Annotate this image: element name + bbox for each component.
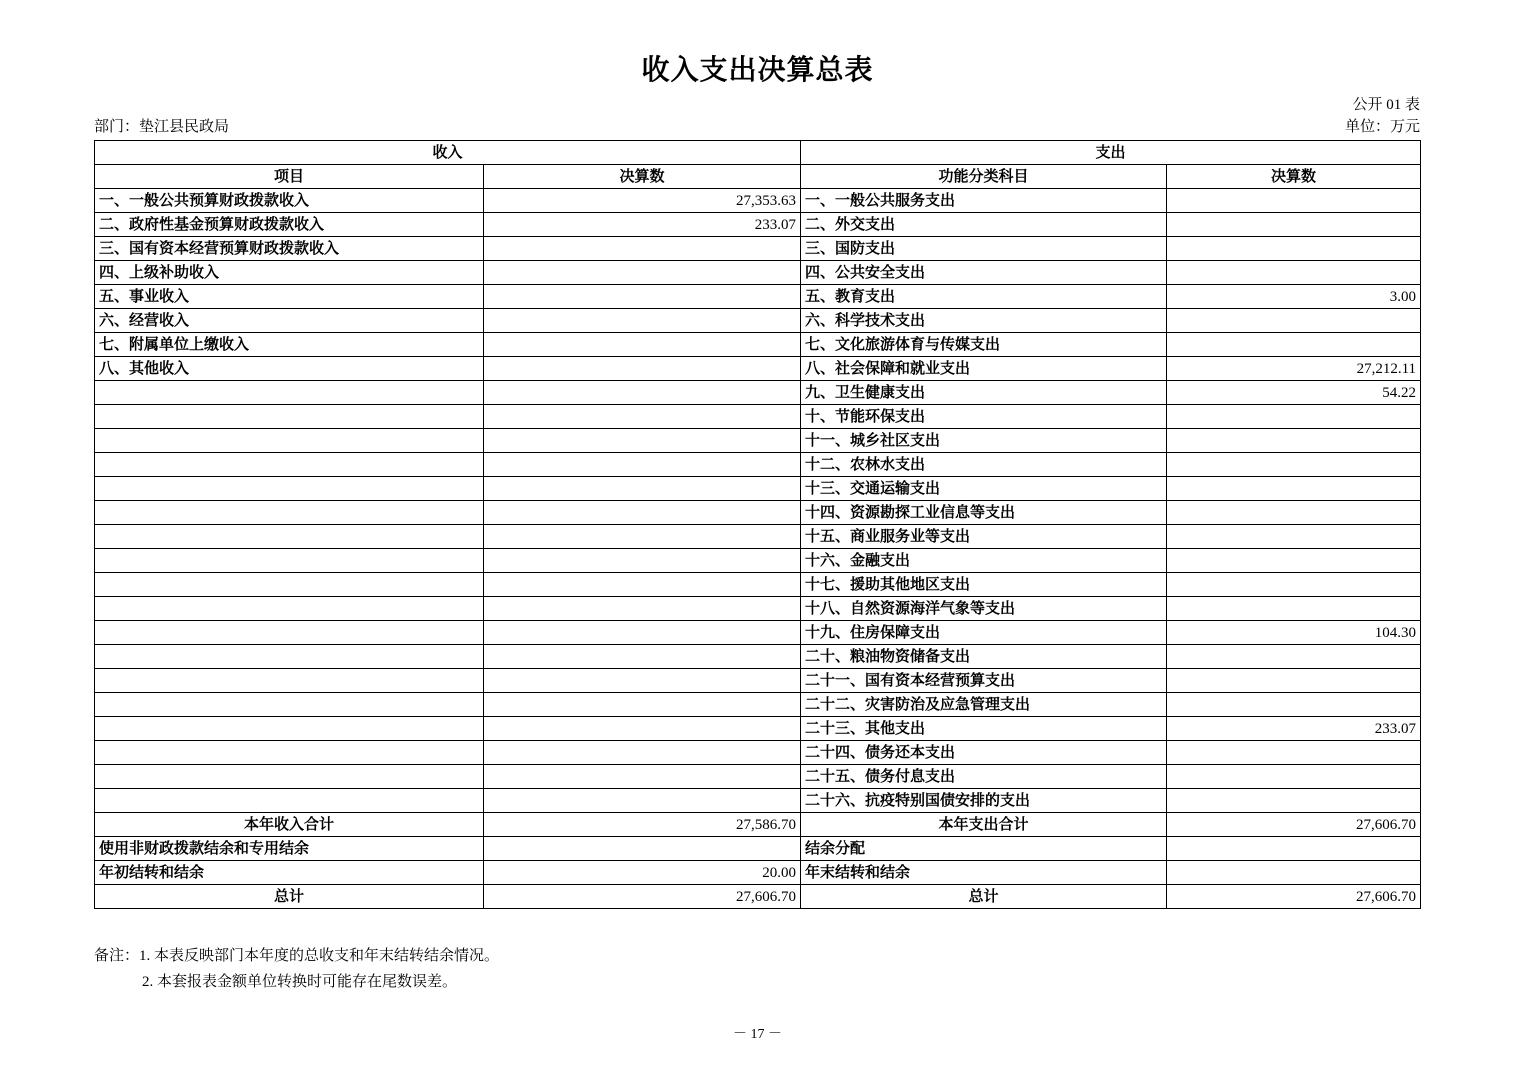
table-row: [95, 237, 1421, 261]
expenditure-item-cell: 十五、商业服务业等支出: [801, 525, 1167, 549]
expenditure-item-cell: 七、文化旅游体育与传媒支出: [801, 333, 1167, 357]
table-row: [95, 693, 1421, 717]
revenue-amount-cell: [484, 597, 801, 621]
revenue-item-cell: 二、政府性基金预算财政拨款收入: [95, 213, 484, 237]
section-header-row: [95, 141, 1421, 165]
table-row: [95, 765, 1421, 789]
expenditure-amount-cell: [1167, 477, 1421, 501]
revenue-amount-cell: [484, 645, 801, 669]
expenditure-amount-cell: 3.00: [1167, 285, 1421, 309]
expenditure-amount-cell: [1167, 645, 1421, 669]
summary-table: [94, 140, 1421, 909]
expenditure-amount-cell: [1167, 237, 1421, 261]
expenditure-item-cell: 十九、住房保障支出: [801, 621, 1167, 645]
expenditure-item-cell: 六、科学技术支出: [801, 309, 1167, 333]
table-row: [95, 597, 1421, 621]
table-row: [95, 645, 1421, 669]
revenue-item-cell: [95, 717, 484, 741]
revenue-item-cell: [95, 429, 484, 453]
revenue-item-cell: [95, 453, 484, 477]
table-row: [95, 429, 1421, 453]
table-row: [95, 477, 1421, 501]
table-row: [95, 357, 1421, 381]
table-row: [95, 717, 1421, 741]
summary-revenue-amount-cell: [484, 837, 801, 861]
table-row: [95, 261, 1421, 285]
expenditure-amount-cell: [1167, 501, 1421, 525]
expenditure-item-cell: 八、社会保障和就业支出: [801, 357, 1167, 381]
unit-label: 单位：万元: [1344, 119, 1420, 135]
revenue-amount-cell: [484, 333, 801, 357]
table-row: [95, 621, 1421, 645]
notes: [94, 943, 1515, 995]
revenue-amount-cell: 233.07: [484, 213, 801, 237]
table-body: [95, 189, 1421, 909]
table-row: [95, 501, 1421, 525]
expenditure-amount-cell: [1167, 405, 1421, 429]
revenue-amount-cell: [484, 285, 801, 309]
summary-expenditure-amount-cell: 27,606.70: [1167, 885, 1421, 909]
expenditure-item-cell: 二、外交支出: [801, 213, 1167, 237]
revenue-amount-cell: [484, 789, 801, 813]
revenue-amount-cell: [484, 381, 801, 405]
expenditure-amount-cell: 104.30: [1167, 621, 1421, 645]
revenue-amount-cell: [484, 549, 801, 573]
revenue-item-cell: [95, 477, 484, 501]
revenue-amount-cell: [484, 453, 801, 477]
table-row: [95, 309, 1421, 333]
table-code: 公开 01 表: [1352, 97, 1420, 113]
summary-expenditure-label-cell: 总计: [801, 885, 1167, 909]
expenditure-amount-cell: 54.22: [1167, 381, 1421, 405]
expenditure-item-cell: 二十一、国有资本经营预算支出: [801, 669, 1167, 693]
revenue-item-cell: 七、附属单位上缴收入: [95, 333, 484, 357]
expenditure-amount-cell: [1167, 669, 1421, 693]
revenue-item-cell: [95, 621, 484, 645]
expenditure-amount-cell: [1167, 573, 1421, 597]
expenditure-amount-cell: [1167, 189, 1421, 213]
table-row: [95, 405, 1421, 429]
table-row: [95, 189, 1421, 213]
summary-row: [95, 861, 1421, 885]
expenditure-item-cell: 五、教育支出: [801, 285, 1167, 309]
revenue-amount-cell: [484, 237, 801, 261]
revenue-item-cell: 六、经营收入: [95, 309, 484, 333]
summary-revenue-amount-cell: 27,606.70: [484, 885, 801, 909]
revenue-item-cell: 八、其他收入: [95, 357, 484, 381]
expenditure-amount-cell: 27,212.11: [1167, 357, 1421, 381]
revenue-amount-cell: [484, 477, 801, 501]
summary-row: [95, 837, 1421, 861]
table-row: [95, 669, 1421, 693]
expenditure-amount-cell: [1167, 741, 1421, 765]
expenditure-item-cell: 二十、粮油物资储备支出: [801, 645, 1167, 669]
revenue-item-cell: [95, 741, 484, 765]
revenue-item-cell: [95, 669, 484, 693]
summary-revenue-label-cell: 总计: [95, 885, 484, 909]
expenditure-item-cell: 十三、交通运输支出: [801, 477, 1167, 501]
column-header-row: [95, 165, 1421, 189]
expenditure-amount-cell: 233.07: [1167, 717, 1421, 741]
table-row: [95, 213, 1421, 237]
department-label: 部门：垫江县民政局: [94, 119, 230, 135]
summary-expenditure-amount-cell: 27,606.70: [1167, 813, 1421, 837]
revenue-amount-cell: [484, 621, 801, 645]
expenditure-amount-cell: [1167, 549, 1421, 573]
revenue-amount-cell: [484, 525, 801, 549]
revenue-amount-cell: 27,353.63: [484, 189, 801, 213]
revenue-amount-cell: [484, 669, 801, 693]
revenue-amount-cell: [484, 717, 801, 741]
revenue-item-cell: 三、国有资本经营预算财政拨款收入: [95, 237, 484, 261]
revenue-amount-column-header: 决算数: [484, 165, 801, 189]
expenditure-item-cell: 十六、金融支出: [801, 549, 1167, 573]
revenue-item-cell: [95, 405, 484, 429]
table-row: [95, 453, 1421, 477]
revenue-amount-cell: [484, 765, 801, 789]
table-row: [95, 333, 1421, 357]
summary-revenue-amount-cell: 27,586.70: [484, 813, 801, 837]
expenditure-amount-cell: [1167, 309, 1421, 333]
summary-expenditure-amount-cell: [1167, 837, 1421, 861]
summary-expenditure-label-cell: 本年支出合计: [801, 813, 1167, 837]
revenue-amount-cell: [484, 693, 801, 717]
revenue-amount-cell: [484, 261, 801, 285]
expenditure-item-cell: 二十二、灾害防治及应急管理支出: [801, 693, 1167, 717]
expenditure-amount-cell: [1167, 789, 1421, 813]
table-row: [95, 741, 1421, 765]
table-row: [95, 789, 1421, 813]
expenditure-amount-cell: [1167, 765, 1421, 789]
expenditure-item-cell: 二十三、其他支出: [801, 717, 1167, 741]
summary-revenue-label-cell: 年初结转和结余: [95, 861, 484, 885]
table-row: [95, 549, 1421, 573]
revenue-item-cell: [95, 789, 484, 813]
revenue-section-header: 收入: [95, 141, 801, 165]
revenue-amount-cell: [484, 573, 801, 597]
expenditure-amount-cell: [1167, 429, 1421, 453]
expenditure-item-cell: 十四、资源勘探工业信息等支出: [801, 501, 1167, 525]
revenue-amount-cell: [484, 429, 801, 453]
revenue-amount-cell: [484, 309, 801, 333]
expenditure-amount-cell: [1167, 453, 1421, 477]
summary-revenue-amount-cell: 20.00: [484, 861, 801, 885]
expenditure-item-cell: 三、国防支出: [801, 237, 1167, 261]
summary-expenditure-amount-cell: [1167, 861, 1421, 885]
expenditure-amount-cell: [1167, 333, 1421, 357]
note-line-2: 2. 本套报表金额单位转换时可能存在尾数误差。: [142, 974, 458, 990]
expenditure-item-cell: 十七、援助其他地区支出: [801, 573, 1167, 597]
page-title: 收入支出决算总表: [641, 55, 874, 86]
expenditure-item-column-header: 功能分类科目: [801, 165, 1167, 189]
expenditure-item-cell: 十二、农林水支出: [801, 453, 1167, 477]
revenue-item-cell: 一、一般公共预算财政拨款收入: [95, 189, 484, 213]
revenue-item-cell: [95, 597, 484, 621]
revenue-item-cell: [95, 549, 484, 573]
summary-expenditure-label-cell: 年末结转和结余: [801, 861, 1167, 885]
expenditure-item-cell: 一、一般公共服务支出: [801, 189, 1167, 213]
expenditure-item-cell: 四、公共安全支出: [801, 261, 1167, 285]
revenue-amount-cell: [484, 405, 801, 429]
table-row: [95, 381, 1421, 405]
summary-row: [95, 813, 1421, 837]
expenditure-amount-cell: [1167, 261, 1421, 285]
expenditure-section-header: 支出: [801, 141, 1421, 165]
expenditure-item-cell: 二十六、抗疫特别国债安排的支出: [801, 789, 1167, 813]
summary-revenue-label-cell: 使用非财政拨款结余和专用结余: [95, 837, 484, 861]
expenditure-item-cell: 二十四、债务还本支出: [801, 741, 1167, 765]
revenue-item-cell: [95, 693, 484, 717]
revenue-item-column-header: 项目: [95, 165, 484, 189]
revenue-item-cell: [95, 381, 484, 405]
expenditure-item-cell: 九、卫生健康支出: [801, 381, 1167, 405]
expenditure-item-cell: 二十五、债务付息支出: [801, 765, 1167, 789]
expenditure-item-cell: 十、节能环保支出: [801, 405, 1167, 429]
revenue-amount-cell: [484, 501, 801, 525]
table-row: [95, 285, 1421, 309]
revenue-item-cell: [95, 573, 484, 597]
summary-revenue-label-cell: 本年收入合计: [95, 813, 484, 837]
revenue-amount-cell: [484, 741, 801, 765]
table-row: [95, 573, 1421, 597]
revenue-item-cell: 五、事业收入: [95, 285, 484, 309]
revenue-item-cell: [95, 645, 484, 669]
revenue-amount-cell: [484, 357, 801, 381]
expenditure-amount-cell: [1167, 597, 1421, 621]
revenue-item-cell: [95, 765, 484, 789]
expenditure-amount-cell: [1167, 213, 1421, 237]
revenue-item-cell: 四、上级补助收入: [95, 261, 484, 285]
revenue-item-cell: [95, 525, 484, 549]
summary-row: [95, 885, 1421, 909]
table-row: [95, 525, 1421, 549]
summary-expenditure-label-cell: 结余分配: [801, 837, 1167, 861]
page-number: － 17 －: [733, 1027, 782, 1042]
expenditure-item-cell: 十一、城乡社区支出: [801, 429, 1167, 453]
expenditure-amount-cell: [1167, 525, 1421, 549]
expenditure-amount-column-header: 决算数: [1167, 165, 1421, 189]
expenditure-item-cell: 十八、自然资源海洋气象等支出: [801, 597, 1167, 621]
note-line-1: 备注：1. 本表反映部门本年度的总收支和年末结转结余情况。: [94, 948, 500, 964]
revenue-item-cell: [95, 501, 484, 525]
expenditure-amount-cell: [1167, 693, 1421, 717]
